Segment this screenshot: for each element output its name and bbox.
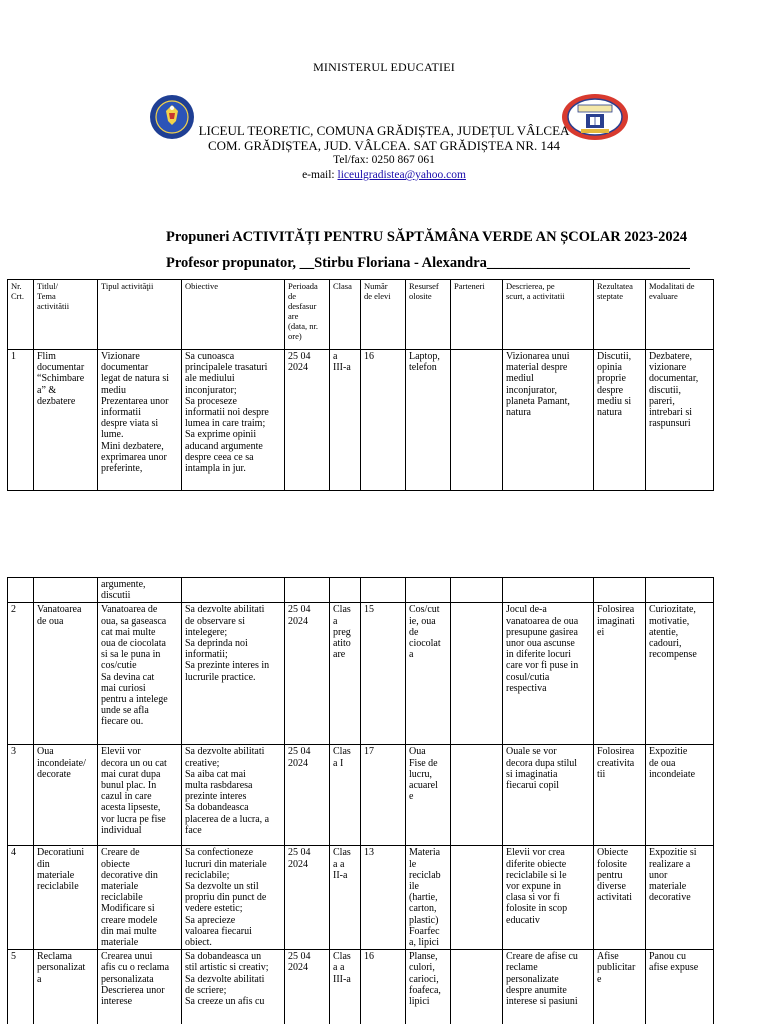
column-header-objectives: Obiective [182, 280, 285, 350]
cell-activity-type: argumente, discutii [98, 578, 182, 603]
cell-resources: Cos/cut ie, oua de ciocolat a [406, 603, 451, 745]
cell-objectives [182, 578, 285, 603]
cell-nr-crt: 2 [8, 603, 34, 745]
activities-table-page1 [7, 279, 714, 491]
table-row [8, 350, 714, 491]
cell-student-count: 16 [361, 950, 406, 1024]
cell-partners [451, 603, 503, 745]
school-name: LICEUL TEORETIC, COMUNA GRĂDIȘTEA, JUDEȚUL VÂLCEA [198, 123, 570, 138]
email-link[interactable]: liceulgradistea@yahoo.com [337, 169, 466, 181]
cell-period: 25 04 2024 [285, 846, 330, 950]
ministry-name: MINISTERUL EDUCATIEI [313, 60, 455, 74]
column-header-resources: Resursef olosite [406, 280, 451, 350]
email-line [0, 168, 768, 182]
cell-class: Clas a I [330, 745, 361, 846]
column-header-description: Descrierea, pe scurt, a activitatii [503, 280, 594, 350]
school-address: COM. GRĂDIȘTEA, JUD. VÂLCEA. SAT GRĂDIȘTEA NR. 144 [208, 138, 560, 153]
cell-student-count: 13 [361, 846, 406, 950]
cell-evaluation: Curiozitate, motivatie, atentie, cadouri, recompense [646, 603, 714, 745]
cell-objectives: Sa dezvolte abilitati de observare si intelegere; Sa deprinda noi informatii; Sa prezinte interes in lucrurile practice. [182, 603, 285, 745]
cell-expected-results: Obiecte folosite pentru diverse activitati [594, 846, 646, 950]
document-title: Propuneri ACTIVITĂȚI PENTRU SĂPTĂMÂNA VERDE AN ȘCOLAR 2023-2024 [166, 229, 688, 245]
column-header-title: Titlul/ Tema activitătii [34, 280, 98, 350]
column-header-expected-results: Rezultatea steptate [594, 280, 646, 350]
professor-line: Profesor propunator, __Stirbu Floriana - Alexandra____________________________ [166, 255, 690, 271]
cell-period: 25 04 2024 [285, 745, 330, 846]
cell-period: 25 04 2024 [285, 350, 330, 491]
cell-activity-type: Creare de obiecte decorative din materiale reciclabile Modificare si creare modele din mai multe materiale [98, 846, 182, 950]
table-row [8, 950, 714, 1024]
cell-nr-crt [8, 578, 34, 603]
cell-resources: Laptop, telefon [406, 350, 451, 491]
cell-nr-crt: 3 [8, 745, 34, 846]
cell-objectives: Sa dobandeasca un stil artistic si creativ; Sa dezvolte abilitati de scriere; Sa creeze un afis cu [182, 950, 285, 1024]
cell-student-count: 16 [361, 350, 406, 491]
cell-expected-results: Folosirea imaginati ei [594, 603, 646, 745]
cell-title: Oua incondeiate/ decorate [34, 745, 98, 846]
cell-expected-results: Afise publicitar e [594, 950, 646, 1024]
cell-evaluation [646, 578, 714, 603]
email-label: e-mail: [302, 169, 338, 181]
cell-resources [406, 578, 451, 603]
cell-class [330, 578, 361, 603]
column-header-nr-crt: Nr. Crt. [8, 280, 34, 350]
cell-period: 25 04 2024 [285, 603, 330, 745]
cell-partners [451, 578, 503, 603]
cell-class: a III-a [330, 350, 361, 491]
cell-description: Elevii vor crea diferite obiecte reciclabile si le vor expune in clasa si vor fi folosite in scop educativ [503, 846, 594, 950]
cell-expected-results: Discutii, opinia proprie despre mediu si natura [594, 350, 646, 491]
cell-class: Clas a a III-a [330, 950, 361, 1024]
cell-activity-type: Elevii vor decora un ou cat mai curat dupa bunul plac. In cazul in care acesta lipseste, vor lucra pe fise individual [98, 745, 182, 846]
cell-class: Clas a preg atito are [330, 603, 361, 745]
cell-objectives: Sa dezvolte abilitati creative; Sa aiba cat mai multa rasbdaresa prezinte interes Sa dobandeasca placerea de a lucra, a face [182, 745, 285, 846]
telfax: Tel/fax: 0250 867 061 [333, 154, 435, 166]
cell-student-count: 17 [361, 745, 406, 846]
cell-activity-type: Crearea unui afis cu o reclama personalizata Descrierea unor interese [98, 950, 182, 1024]
cell-class: Clas a a II-a [330, 846, 361, 950]
activities-table-page2 [7, 577, 714, 1024]
cell-partners [451, 846, 503, 950]
table-row [8, 603, 714, 745]
cell-evaluation: Panou cu afise expuse [646, 950, 714, 1024]
cell-nr-crt: 1 [8, 350, 34, 491]
cell-objectives: Sa cunoasca principalele trasaturi ale mediului inconjurator; Sa proceseze informatii noi despre lumea in care traim; Sa exprime opinii aducand argumente despre ceea ce sa intampla in jur. [182, 350, 285, 491]
table-header-row [8, 280, 714, 350]
cell-resources: Oua Fise de lucru, acuarel e [406, 745, 451, 846]
cell-title: Flim documentar “Schimbare a” & dezbatere [34, 350, 98, 491]
cell-title [34, 578, 98, 603]
cell-activity-type: Vizionare documentar legat de natura si mediu Prezentarea unor informatii despre viata si lume. Mini dezbatere, exprimarea unor preferinte, [98, 350, 182, 491]
cell-partners [451, 350, 503, 491]
table-row [8, 578, 714, 603]
cell-resources: Planse, culori, carioci, foafeca, lipici [406, 950, 451, 1024]
cell-period [285, 578, 330, 603]
cell-evaluation: Expozitie si realizare a unor materiale decorative [646, 846, 714, 950]
cell-description: Ouale se vor decora dupa stilul si imaginatia fiecarui copil [503, 745, 594, 846]
cell-expected-results: Folosirea creativita tii [594, 745, 646, 846]
cell-resources: Materia le reciclab ile (hartie, carton, plastic) Foarfec a, lipici [406, 846, 451, 950]
cell-evaluation: Dezbatere, vizionare documentar, discutii, pareri, intrebari si raspunsuri [646, 350, 714, 491]
column-header-partners: Parteneri [451, 280, 503, 350]
column-header-activity-type: Tipul activităţii [98, 280, 182, 350]
cell-partners [451, 950, 503, 1024]
cell-objectives: Sa confectioneze lucruri din materiale reciclabile; Sa dezvolte un stil propriu din punct de vedere estetic; Sa aprecieze valoarea fiecarui obiect. [182, 846, 285, 950]
cell-description: Jocul de-a vanatoarea de oua presupune gasirea unor oua ascunse in diferite locuri care vor fi puse in cosul/cutia respectiva [503, 603, 594, 745]
cell-description [503, 578, 594, 603]
cell-expected-results [594, 578, 646, 603]
cell-student-count: 15 [361, 603, 406, 745]
cell-activity-type: Vanatoarea de oua, sa gaseasca cat mai multe oua de ciocolata si sa le puna in cos/cutie Sa devina cat mai curiosi pentru a intelege unde se afla fiecare ou. [98, 603, 182, 745]
cell-title: Vanatoarea de oua [34, 603, 98, 745]
column-header-student-count: Număr de elevi [361, 280, 406, 350]
table-row [8, 846, 714, 950]
column-header-class: Clasa [330, 280, 361, 350]
cell-description: Vizionarea unui material despre mediul inconjurator, planeta Pamant, natura [503, 350, 594, 491]
cell-nr-crt: 5 [8, 950, 34, 1024]
cell-student-count [361, 578, 406, 603]
cell-description: Creare de afise cu reclame personalizate despre anumite interese si pasiuni [503, 950, 594, 1024]
table-row [8, 745, 714, 846]
cell-evaluation: Expozitie de oua incondeiate [646, 745, 714, 846]
cell-nr-crt: 4 [8, 846, 34, 950]
column-header-period: Perioada de desfasur are (data, nr. ore) [285, 280, 330, 350]
cell-partners [451, 745, 503, 846]
cell-title: Decoratiuni din materiale reciclabile [34, 846, 98, 950]
column-header-evaluation: Modalitati de evaluare [646, 280, 714, 350]
cell-title: Reclama personalizat a [34, 950, 98, 1024]
cell-period: 25 04 2024 [285, 950, 330, 1024]
